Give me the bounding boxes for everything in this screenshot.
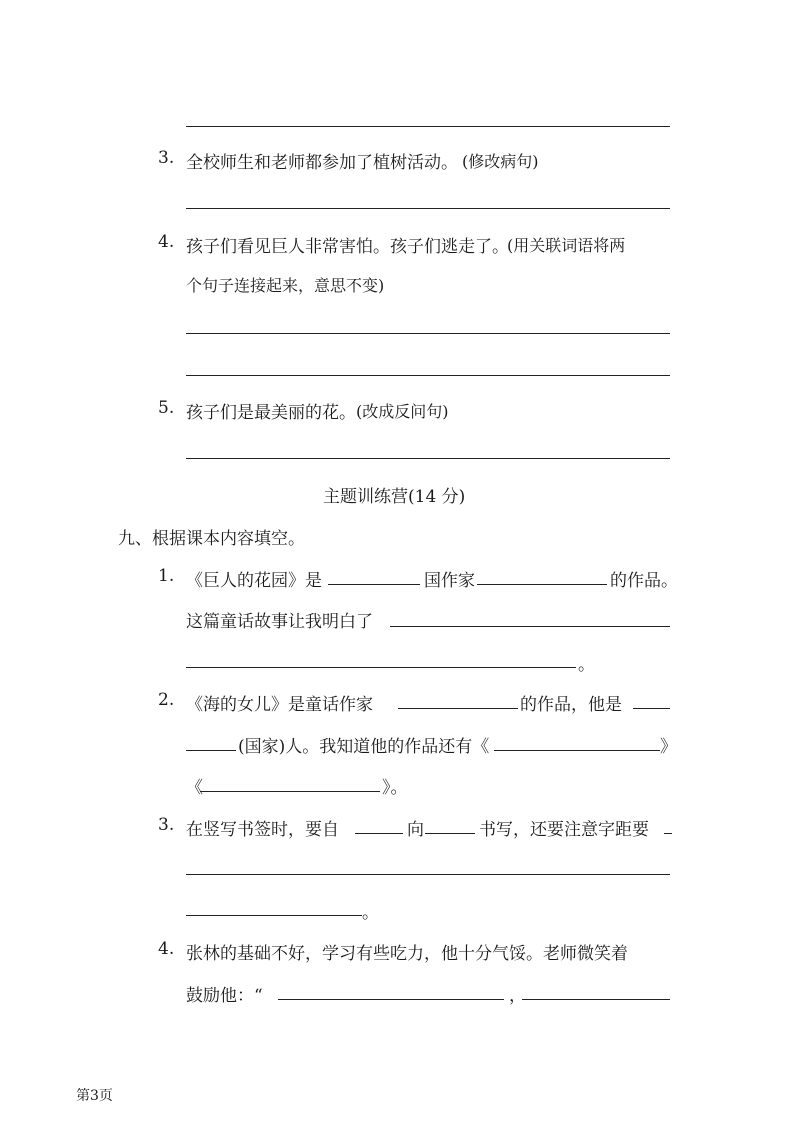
blank-line[interactable] [398, 708, 518, 709]
item-text: (国家)人。我知道他的作品还有《 [238, 737, 490, 757]
blank-line[interactable] [328, 584, 420, 585]
blank-line[interactable] [278, 999, 504, 1000]
answer-line[interactable] [186, 375, 670, 376]
item-number: 2. [158, 690, 175, 710]
item-text: 》。 [382, 778, 408, 798]
blank-line[interactable] [522, 999, 670, 1000]
blank-line[interactable] [186, 874, 670, 875]
answer-line[interactable] [186, 458, 670, 459]
item-text: 张林的基础不好，学习有些吃力，他十分气馁。老师微笑着 [186, 944, 628, 964]
question-hint: (用关联词语将两 [507, 236, 626, 255]
item-text: 在竖写书签时，要自 [186, 820, 339, 840]
blank-line[interactable] [633, 708, 670, 709]
question-hint: (修改病句) [462, 152, 539, 171]
item-text: 《海的女儿》是童话作家 [186, 695, 373, 715]
answer-line[interactable] [186, 126, 670, 127]
item-text: 的作品，他是 [520, 695, 622, 715]
item-text: ， [509, 986, 526, 1006]
item-text: 。 [362, 903, 379, 923]
item-text: 书写，还要注意字距要 [479, 820, 649, 840]
question-number: 5. [158, 398, 175, 418]
question-text: 孩子们看见巨人非常害怕。孩子们逃走了。 [186, 237, 509, 257]
item-text: 。 [578, 655, 595, 675]
blank-line[interactable] [355, 833, 403, 834]
item-number: 3. [158, 815, 175, 835]
blank-line[interactable] [390, 626, 670, 627]
page-number: 第3页 [76, 1088, 113, 1104]
item-text: 》 [660, 737, 677, 757]
question-text: 孩子们是最美丽的花。 [186, 403, 356, 423]
blank-line[interactable] [200, 791, 380, 792]
question-number: 3. [158, 148, 175, 168]
item-text: 鼓励他：“ [186, 986, 263, 1006]
blank-line[interactable] [186, 667, 576, 668]
item-text: 国作家 [424, 571, 475, 591]
item-text: 《巨人的花园》是 [186, 571, 322, 591]
blank-line[interactable] [186, 750, 236, 751]
part-heading: 九、根据课本内容填空。 [118, 529, 305, 549]
section-title: 主题训练营(14 分) [323, 487, 466, 507]
question-hint-continued: 个句子连接起来，意思不变) [186, 276, 385, 295]
answer-line[interactable] [186, 208, 670, 209]
question-text: 全校师生和老师都参加了植树活动。 [186, 153, 458, 173]
blank-line[interactable] [494, 750, 660, 751]
question-hint: (改成反问句) [356, 402, 449, 421]
blank-line[interactable] [186, 915, 362, 916]
blank-line[interactable] [664, 833, 672, 834]
item-text: 向 [407, 820, 424, 840]
item-text: 《 [186, 778, 203, 798]
answer-line[interactable] [186, 333, 670, 334]
question-number: 4. [158, 232, 175, 252]
item-text: 这篇童话故事让我明白了 [186, 612, 373, 632]
blank-line[interactable] [425, 833, 475, 834]
item-number: 1. [158, 566, 175, 586]
item-number: 4. [158, 939, 175, 959]
blank-line[interactable] [477, 584, 607, 585]
item-text: 的作品。 [610, 571, 678, 591]
